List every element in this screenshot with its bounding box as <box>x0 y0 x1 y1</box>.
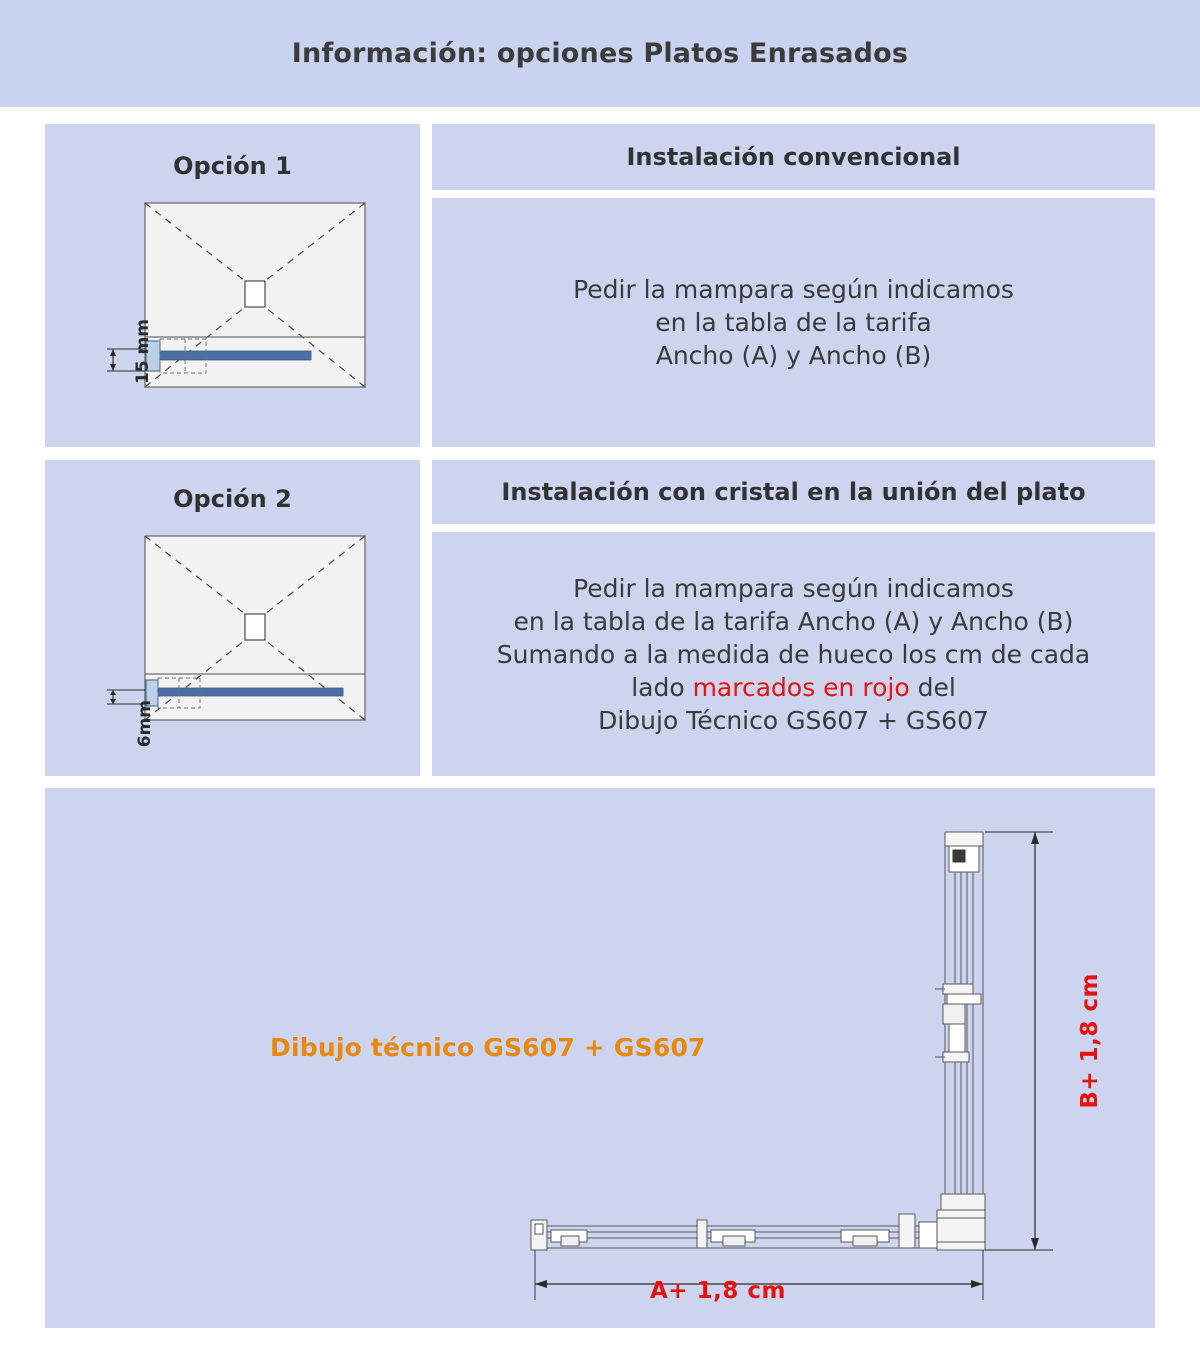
option-2-body-line: Dibujo Técnico GS607 + GS607 <box>598 705 989 735</box>
option-1-thickness-label: 15 mm <box>133 319 153 385</box>
technical-drawing-caption: Dibujo técnico GS607 + GS607 <box>270 1033 706 1062</box>
option-2-body-line: en la tabla de la tarifa Ancho (A) y Ancho (B) <box>513 606 1074 636</box>
dimension-label-horizontal: A+ 1,8 cm <box>650 1278 786 1304</box>
option-2-body-text <box>497 572 1090 737</box>
option-2-body-line: Pedir la mampara según indicamos <box>573 573 1014 603</box>
option-2-panel <box>45 460 420 776</box>
option-2-tray-diagram <box>45 522 420 772</box>
page-title: Información: opciones Platos Enrasados <box>291 38 909 69</box>
highlight-suffix: del <box>909 672 956 702</box>
technical-drawing-figure <box>475 806 1095 1306</box>
highlight-text: marcados en rojo <box>692 672 910 702</box>
option-1-label: Opción 1 <box>173 152 292 180</box>
option-2-body <box>432 532 1155 776</box>
option-1-tray-diagram <box>45 189 420 439</box>
option-1-title: Instalación convencional <box>626 143 961 171</box>
option-2-body-line: Sumando a la medida de hueco los cm de cada <box>496 639 1091 669</box>
option-2-title-bar <box>432 460 1155 524</box>
option-1-body-text <box>573 273 1014 372</box>
option-2-thickness-label: 6mm <box>135 700 155 748</box>
option-1-panel <box>45 124 420 447</box>
page-header <box>0 0 1200 107</box>
option-1-body-line: Pedir la mampara según indicamos <box>573 275 1014 304</box>
highlight-prefix: lado <box>631 672 693 702</box>
option-1-body-line: en la tabla de la tarifa <box>655 308 932 337</box>
option-1-body <box>432 198 1155 447</box>
option-2-body-line-highlight <box>497 671 1090 704</box>
option-1-title-bar <box>432 124 1155 190</box>
option-1-body-line: Ancho (A) y Ancho (B) <box>655 341 932 370</box>
technical-drawing-panel <box>45 788 1155 1328</box>
dimension-label-vertical: B+ 1,8 cm <box>1077 973 1103 1109</box>
option-2-label: Opción 2 <box>173 485 292 513</box>
option-2-title: Instalación con cristal en la unión del plato <box>501 478 1086 506</box>
